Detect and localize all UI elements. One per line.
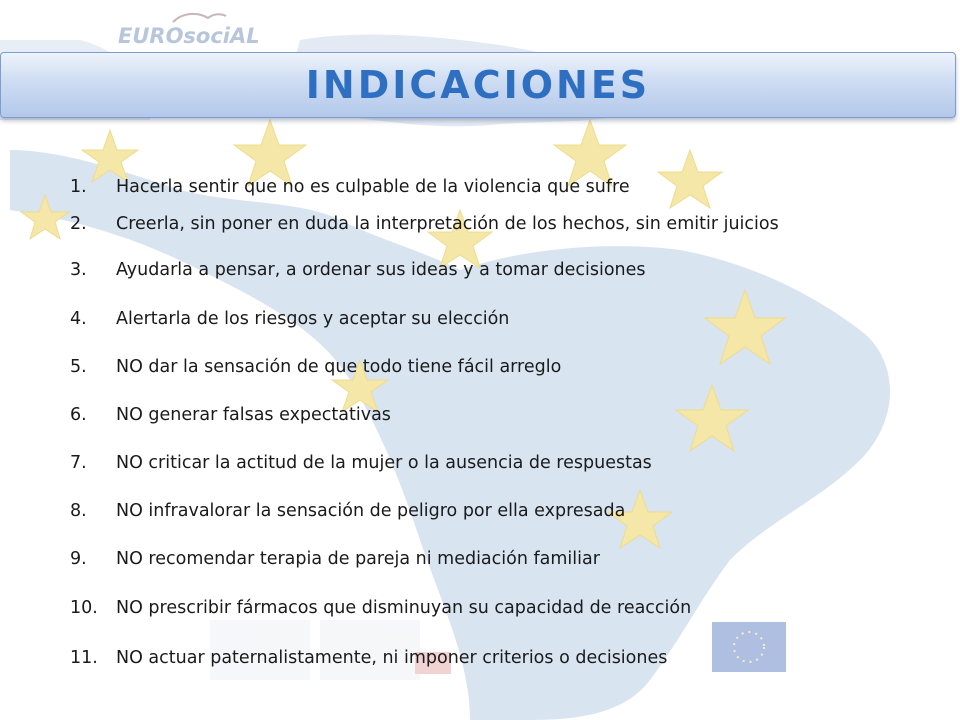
item-number: 7. — [70, 453, 87, 473]
item-number: 10. — [70, 598, 98, 618]
item-text: Creerla, sin poner en duda la interpretación de los hechos, sin emitir juicios — [116, 214, 779, 234]
item-text: NO generar falsas expectativas — [116, 405, 391, 425]
item-text: Alertarla de los riesgos y aceptar su elección — [116, 309, 510, 329]
logo-text: EUROsociAL — [118, 24, 260, 48]
list-item — [70, 597, 691, 619]
list-item — [70, 356, 561, 378]
list-item — [70, 500, 625, 522]
item-number: 4. — [70, 309, 87, 329]
list-item — [70, 647, 667, 669]
page-title: INDICACIONES — [305, 63, 651, 107]
list-item — [70, 176, 630, 198]
list-item — [70, 404, 391, 426]
item-number: 6. — [70, 405, 87, 425]
list-item — [70, 452, 652, 474]
item-number: 1. — [70, 177, 87, 197]
item-number: 3. — [70, 260, 87, 280]
item-text: Hacerla sentir que no es culpable de la violencia que sufre — [116, 177, 630, 197]
item-text: NO infravalorar la sensación de peligro por ella expresada — [116, 501, 626, 521]
item-text: Ayudarla a pensar, a ordenar sus ideas y a tomar decisiones — [116, 260, 646, 280]
list-item — [70, 308, 509, 330]
list-item — [70, 259, 646, 281]
item-text: NO prescribir fármacos que disminuyan su capacidad de reacción — [116, 598, 692, 618]
item-number: 2. — [70, 214, 87, 234]
item-number: 9. — [70, 549, 87, 569]
item-number: 11. — [70, 648, 98, 668]
list-item — [70, 548, 600, 570]
list-item — [70, 213, 779, 235]
item-text: NO recomendar terapia de pareja ni mediación familiar — [116, 549, 600, 569]
item-text: NO actuar paternalistamente, ni imponer criterios o decisiones — [116, 648, 668, 668]
item-text: NO criticar la actitud de la mujer o la ausencia de respuestas — [116, 453, 652, 473]
item-text: NO dar la sensación de que todo tiene fácil arreglo — [116, 357, 562, 377]
item-number: 8. — [70, 501, 87, 521]
item-number: 5. — [70, 357, 87, 377]
